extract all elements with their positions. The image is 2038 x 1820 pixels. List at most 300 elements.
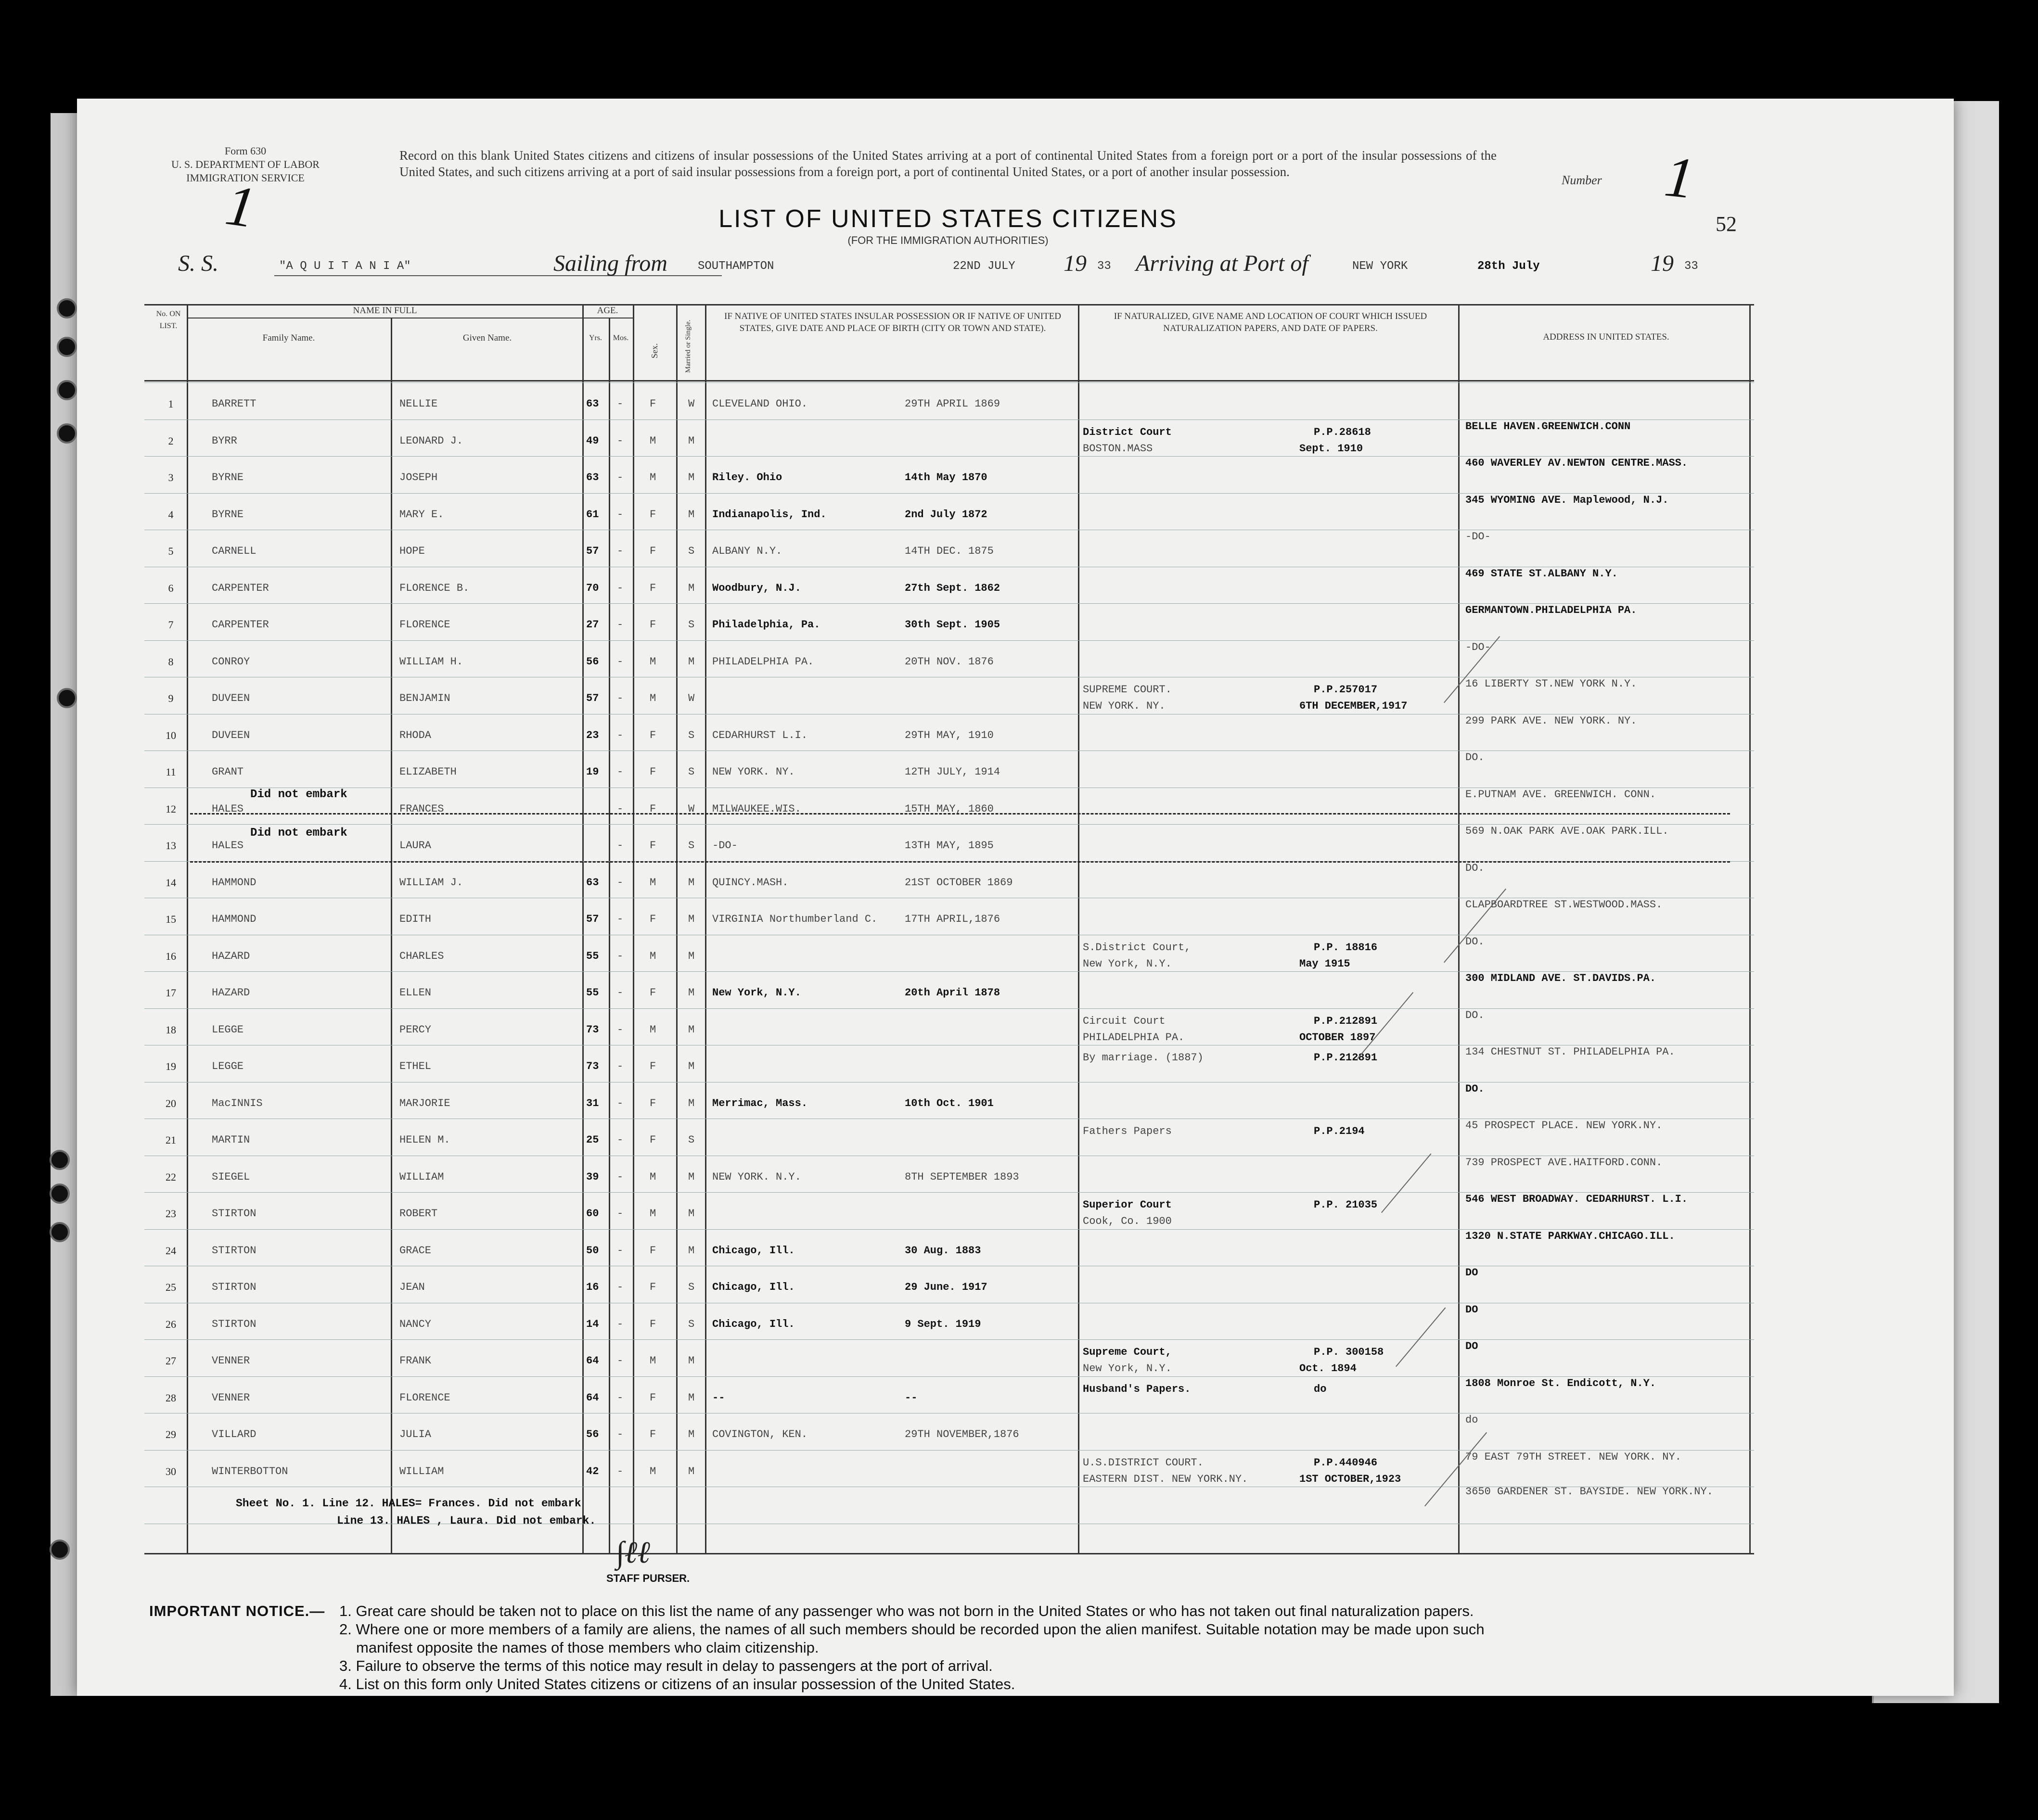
birthplace: New York, N.Y. bbox=[712, 987, 801, 999]
given-name: PERCY bbox=[399, 1023, 432, 1036]
birth-date: 30 Aug. 1883 bbox=[905, 1244, 981, 1257]
row-rule bbox=[144, 971, 1754, 972]
age-months: - bbox=[617, 1281, 624, 1293]
marital-status: M bbox=[688, 950, 695, 962]
sex: M bbox=[650, 876, 656, 889]
age-months: - bbox=[617, 1060, 624, 1072]
address: DO bbox=[1465, 1267, 1478, 1279]
birthplace: Philadelphia, Pa. bbox=[712, 619, 820, 631]
marital-status: M bbox=[688, 655, 695, 668]
family-name: DUVEEN bbox=[212, 729, 250, 741]
birth-date: 10th Oct. 1901 bbox=[905, 1097, 994, 1109]
age-months: - bbox=[617, 471, 624, 484]
paper-date: Oct. 1894 bbox=[1299, 1362, 1357, 1375]
address: BELLE HAVEN.GREENWICH.CONN bbox=[1465, 420, 1631, 433]
address: 469 STATE ST.ALBANY N.Y. bbox=[1465, 567, 1618, 580]
court-name: Supreme Court, bbox=[1083, 1346, 1172, 1358]
family-name: MARTIN bbox=[212, 1134, 250, 1146]
sex: F bbox=[650, 766, 656, 778]
marital-status: M bbox=[688, 434, 695, 447]
address: 569 N.OAK PARK AVE.OAK PARK.ILL. bbox=[1465, 825, 1669, 837]
row-rule bbox=[144, 1376, 1754, 1377]
row-number: 29 bbox=[166, 1428, 176, 1440]
marital-status: M bbox=[688, 1355, 695, 1367]
birth-date: 30th Sept. 1905 bbox=[905, 619, 1000, 631]
age-months: - bbox=[617, 950, 624, 962]
age-years: 61 bbox=[586, 508, 599, 521]
birthplace: -- bbox=[712, 1391, 725, 1404]
paper-number: P.P.212891 bbox=[1314, 1052, 1378, 1064]
family-name: HALES bbox=[212, 802, 244, 815]
from-port: SOUTHAMPTON bbox=[698, 260, 774, 273]
age-months: - bbox=[617, 766, 624, 778]
given-name: FLORENCE bbox=[399, 619, 450, 631]
address: -DO- bbox=[1465, 531, 1491, 543]
age-years: 57 bbox=[586, 692, 599, 704]
family-name: STIRTON bbox=[212, 1244, 256, 1257]
given-name: MARJORIE bbox=[399, 1097, 450, 1109]
age-years: 49 bbox=[586, 434, 599, 447]
family-name: STIRTON bbox=[212, 1208, 256, 1220]
sex: F bbox=[650, 1281, 656, 1293]
row-number: 1 bbox=[168, 398, 174, 410]
row-number: 6 bbox=[168, 582, 174, 594]
number-value: 1 bbox=[1662, 144, 1697, 211]
address: 16 LIBERTY ST.NEW YORK N.Y. bbox=[1465, 678, 1637, 690]
court-location: BOSTON.MASS bbox=[1083, 442, 1153, 455]
row-rule bbox=[144, 1450, 1754, 1451]
birth-date: 14TH DEC. 1875 bbox=[905, 545, 994, 557]
address: 134 CHESTNUT ST. PHILADELPHIA PA. bbox=[1465, 1046, 1675, 1058]
given-name: BENJAMIN bbox=[399, 692, 450, 704]
given-name: FRANK bbox=[399, 1355, 432, 1367]
row-number: 18 bbox=[166, 1023, 176, 1036]
given-name: NANCY bbox=[399, 1318, 432, 1330]
age-months: - bbox=[617, 619, 624, 631]
row-rule bbox=[144, 824, 1754, 825]
birthplace: Merrimac, Mass. bbox=[712, 1097, 808, 1109]
birth-date: 20th April 1878 bbox=[905, 987, 1000, 999]
row-rule bbox=[144, 1192, 1754, 1193]
address: DO. bbox=[1465, 862, 1485, 874]
family-name: CONROY bbox=[212, 655, 250, 668]
row-number: 4 bbox=[168, 508, 174, 521]
address: DO. bbox=[1465, 935, 1485, 948]
row-number: 23 bbox=[166, 1208, 176, 1220]
marital-status: M bbox=[688, 1208, 695, 1220]
sex: F bbox=[650, 913, 656, 925]
paper-date: 1ST OCTOBER,1923 bbox=[1299, 1473, 1401, 1485]
age-months: - bbox=[617, 508, 624, 521]
family-name: GRANT bbox=[212, 766, 244, 778]
given-name: ELLEN bbox=[399, 987, 432, 999]
marital-status: M bbox=[688, 1465, 695, 1477]
sail-year-prefix: 19 bbox=[1064, 251, 1087, 276]
birthplace: NEW YORK. NY. bbox=[712, 766, 795, 778]
address: 299 PARK AVE. NEW YORK. NY. bbox=[1465, 714, 1637, 727]
arrive-year: 33 bbox=[1684, 260, 1698, 273]
marital-status: M bbox=[688, 1171, 695, 1183]
marital-status: S bbox=[688, 1134, 695, 1146]
row-number: 9 bbox=[168, 692, 174, 704]
age-years: 56 bbox=[586, 655, 599, 668]
sailing-label: Sailing from bbox=[553, 251, 667, 276]
age-years: 55 bbox=[586, 950, 599, 962]
footnote-line-12: Sheet No. 1. Line 12. HALES= Frances. Did not embark bbox=[236, 1497, 581, 1510]
sex: F bbox=[650, 1060, 656, 1072]
court-name: Husband's Papers. bbox=[1083, 1383, 1191, 1395]
notice-heading: IMPORTANT NOTICE.— bbox=[149, 1603, 325, 1619]
family-name: HAMMOND bbox=[212, 876, 256, 889]
sex: F bbox=[650, 545, 656, 557]
age-months: - bbox=[617, 1355, 624, 1367]
row-number: 20 bbox=[166, 1097, 176, 1109]
sex: F bbox=[650, 398, 656, 410]
family-name: CARPENTER bbox=[212, 582, 269, 594]
paper-number: P.P.212891 bbox=[1314, 1015, 1378, 1027]
family-name: BYRNE bbox=[212, 471, 244, 484]
address: 460 WAVERLEY AV.NEWTON CENTRE.MASS. bbox=[1465, 457, 1688, 469]
marital-status: M bbox=[688, 1060, 695, 1072]
sail-date: 22ND JULY bbox=[953, 260, 1015, 273]
header-given-name: Given Name. bbox=[462, 333, 512, 343]
age-years: 39 bbox=[586, 1171, 599, 1183]
age-months: - bbox=[617, 987, 624, 999]
sex: F bbox=[650, 1318, 656, 1330]
notice-item-4: 4. List on this form only United States citizens or citizens of an insular possession of the United States. bbox=[339, 1676, 1015, 1693]
given-name: JOSEPH bbox=[399, 471, 438, 484]
court-name: Circuit Court bbox=[1083, 1015, 1166, 1027]
row-rule bbox=[144, 1008, 1754, 1009]
header-no: No. ON LIST. bbox=[156, 310, 181, 330]
birth-date: 14th May 1870 bbox=[905, 471, 987, 484]
age-months: - bbox=[617, 582, 624, 594]
address: 45 PROSPECT PLACE. NEW YORK.NY. bbox=[1465, 1120, 1663, 1132]
family-name: BYRR bbox=[212, 434, 237, 447]
sex: F bbox=[650, 582, 656, 594]
purser-signature: ∫ℓℓ bbox=[616, 1535, 650, 1569]
age-years: 55 bbox=[586, 987, 599, 999]
given-name: WILLIAM bbox=[399, 1171, 444, 1183]
address: 1808 Monroe St. Endicott, N.Y. bbox=[1465, 1377, 1656, 1389]
did-not-embark-12: Did not embark bbox=[250, 788, 347, 801]
row-number: 14 bbox=[166, 876, 176, 889]
age-years: 25 bbox=[586, 1134, 599, 1146]
birthplace: Riley. Ohio bbox=[712, 471, 782, 484]
row-number: 15 bbox=[166, 913, 176, 925]
page-subtitle: (FOR THE IMMIGRATION AUTHORITIES) bbox=[847, 234, 1049, 246]
paper-number: P.P. 300158 bbox=[1314, 1346, 1384, 1358]
handwritten-list-number: 1 bbox=[222, 172, 260, 240]
court-location: PHILADELPHIA PA. bbox=[1083, 1031, 1185, 1044]
court-location: NEW YORK. NY. bbox=[1083, 700, 1166, 712]
last-address: 3650 GARDENER ST. BAYSIDE. NEW YORK.NY. bbox=[1465, 1486, 1713, 1498]
row-number: 12 bbox=[166, 802, 176, 815]
address: GERMANTOWN.PHILADELPHIA PA. bbox=[1465, 604, 1637, 616]
marital-status: W bbox=[688, 692, 695, 704]
header-sex: Sex. bbox=[650, 343, 659, 358]
age-years: 31 bbox=[586, 1097, 599, 1109]
court-location: EASTERN DIST. NEW YORK.NY. bbox=[1083, 1473, 1248, 1485]
given-name: JULIA bbox=[399, 1428, 432, 1440]
header-name-in-full: NAME IN FULL bbox=[353, 305, 417, 316]
family-name: STIRTON bbox=[212, 1318, 256, 1330]
age-months: - bbox=[617, 1134, 624, 1146]
header-birth: IF NATIVE OF UNITED STATES INSULAR POSSESSION OR IF NATIVE OF UNITED STATES, GIVE DATE AND PLACE OF BIRTH (CITY OR TOWN AND STATE). bbox=[724, 311, 1061, 333]
row-number: 21 bbox=[166, 1134, 176, 1146]
header-yrs: Yrs. bbox=[589, 334, 602, 342]
given-name: MARY E. bbox=[399, 508, 444, 521]
given-name: CHARLES bbox=[399, 950, 444, 962]
row-number: 30 bbox=[166, 1465, 176, 1477]
birthplace: Chicago, Ill. bbox=[712, 1244, 795, 1257]
row-rule bbox=[144, 382, 1754, 383]
row-number: 13 bbox=[166, 840, 176, 852]
family-name: VENNER bbox=[212, 1355, 250, 1367]
voyage-line bbox=[178, 250, 1718, 284]
notice-item-3: 3. Failure to observe the terms of this notice may result in delay to passengers at the port of arrival. bbox=[339, 1657, 993, 1674]
sex: M bbox=[650, 1465, 656, 1477]
ss-label: S. S. bbox=[178, 251, 218, 276]
sex: F bbox=[650, 1134, 656, 1146]
notice-item-2: 2. Where one or more members of a family are aliens, the names of all such members should be recorded upon the alien manifest. Suitable notation may be made upon such bbox=[339, 1621, 1485, 1638]
family-name: BARRETT bbox=[212, 398, 256, 410]
ship-name: "A Q U I T A N I A" bbox=[279, 260, 411, 273]
age-years: 16 bbox=[586, 1281, 599, 1293]
staff-purser-label: STAFF PURSER. bbox=[606, 1572, 690, 1584]
marital-status: W bbox=[688, 802, 695, 815]
header-naturalized: IF NATURALIZED, GIVE NAME AND LOCATION OF COURT WHICH ISSUED NATURALIZATION PAPERS, AND DATE OF PAPERS. bbox=[1114, 311, 1427, 333]
birth-date: 20TH NOV. 1876 bbox=[905, 655, 994, 668]
age-months: - bbox=[617, 729, 624, 741]
age-months: - bbox=[617, 1023, 624, 1036]
page-number: 52 bbox=[1716, 212, 1737, 236]
birthplace: QUINCY.MASH. bbox=[712, 876, 789, 889]
binder-hole bbox=[57, 380, 77, 400]
sex: F bbox=[650, 1244, 656, 1257]
row-number: 28 bbox=[166, 1391, 176, 1404]
row-number: 5 bbox=[168, 545, 174, 557]
arrive-year-prefix: 19 bbox=[1651, 251, 1674, 276]
address: 345 WYOMING AVE. Maplewood, N.J. bbox=[1465, 494, 1669, 506]
family-name: DUVEEN bbox=[212, 692, 250, 704]
age-months: - bbox=[617, 1171, 624, 1183]
marital-status: M bbox=[688, 913, 695, 925]
court-location: New York, N.Y. bbox=[1083, 1362, 1172, 1375]
age-months: - bbox=[617, 913, 624, 925]
birth-date: 29 June. 1917 bbox=[905, 1281, 987, 1293]
age-months: - bbox=[617, 876, 624, 889]
age-months: - bbox=[617, 692, 624, 704]
sex: M bbox=[650, 434, 656, 447]
row-number: 26 bbox=[166, 1318, 176, 1330]
row-rule bbox=[144, 603, 1754, 604]
row-rule bbox=[144, 640, 1754, 641]
address: DO bbox=[1465, 1340, 1478, 1352]
binder-hole bbox=[57, 423, 77, 444]
given-name: FRANCES bbox=[399, 802, 444, 815]
court-name: SUPREME COURT. bbox=[1083, 684, 1172, 696]
binder-hole bbox=[50, 1222, 70, 1242]
age-years: 60 bbox=[586, 1208, 599, 1220]
age-months: - bbox=[617, 1391, 624, 1404]
court-name: Superior Court bbox=[1083, 1199, 1172, 1211]
family-name: HALES bbox=[212, 840, 244, 852]
age-months: - bbox=[617, 434, 624, 447]
age-months: - bbox=[617, 1097, 624, 1109]
birth-date: 21ST OCTOBER 1869 bbox=[905, 876, 1013, 889]
address: do bbox=[1465, 1414, 1478, 1426]
family-name: HAZARD bbox=[212, 950, 250, 962]
row-number: 16 bbox=[166, 950, 176, 962]
form-number: Form 630 bbox=[224, 145, 267, 157]
family-name: VENNER bbox=[212, 1391, 250, 1404]
marital-status: W bbox=[688, 398, 695, 410]
birthplace: Chicago, Ill. bbox=[712, 1318, 795, 1330]
row-number: 7 bbox=[168, 619, 174, 631]
row-number: 25 bbox=[166, 1281, 176, 1293]
row-rule bbox=[144, 1229, 1754, 1230]
birthplace: CEDARHURST L.I. bbox=[712, 729, 808, 741]
given-name: LEONARD J. bbox=[399, 434, 463, 447]
header-mos: Mos. bbox=[613, 334, 629, 342]
age-months: - bbox=[617, 1428, 624, 1440]
binder-hole bbox=[50, 1184, 70, 1204]
given-name: NELLIE bbox=[399, 398, 438, 410]
birth-date: 27th Sept. 1862 bbox=[905, 582, 1000, 594]
birthplace: Woodbury, N.J. bbox=[712, 582, 801, 594]
address: 546 WEST BROADWAY. CEDARHURST. L.I. bbox=[1465, 1193, 1688, 1205]
age-months: - bbox=[617, 398, 624, 410]
sex: F bbox=[650, 1391, 656, 1404]
birthplace: COVINGTON, KEN. bbox=[712, 1428, 808, 1440]
age-years: 64 bbox=[586, 1391, 599, 1404]
birth-date: -- bbox=[905, 1391, 918, 1404]
address: -DO- bbox=[1465, 641, 1491, 653]
birth-date: 15TH MAY, 1860 bbox=[905, 802, 994, 815]
age-months: - bbox=[617, 1318, 624, 1330]
page-title: LIST OF UNITED STATES CITIZENS bbox=[718, 205, 1178, 233]
address: DO. bbox=[1465, 1082, 1485, 1095]
sex: F bbox=[650, 729, 656, 741]
row-number: 17 bbox=[166, 987, 176, 999]
age-years: 50 bbox=[586, 1244, 599, 1257]
birthplace: VIRGINIA Northumberland C. bbox=[712, 913, 878, 925]
age-years: 56 bbox=[586, 1428, 599, 1440]
given-name: JEAN bbox=[399, 1281, 425, 1293]
marital-status: S bbox=[688, 1318, 695, 1330]
family-name: LEGGE bbox=[212, 1060, 244, 1072]
age-years: 19 bbox=[586, 766, 599, 778]
birthplace: Indianapolis, Ind. bbox=[712, 508, 827, 521]
given-name: FLORENCE bbox=[399, 1391, 450, 1404]
court-name: U.S.DISTRICT COURT. bbox=[1083, 1456, 1204, 1469]
header-address: ADDRESS IN UNITED STATES. bbox=[1543, 332, 1669, 342]
age-months: - bbox=[617, 1465, 624, 1477]
paper-number: do bbox=[1314, 1383, 1327, 1395]
birth-date: 2nd July 1872 bbox=[905, 508, 987, 521]
marital-status: M bbox=[688, 582, 695, 594]
court-location: Cook, Co. 1900 bbox=[1083, 1215, 1172, 1227]
family-name: WINTERBOTTON bbox=[212, 1465, 288, 1477]
family-name: VILLARD bbox=[212, 1428, 256, 1440]
sex: M bbox=[650, 692, 656, 704]
sex: M bbox=[650, 1208, 656, 1220]
age-years: 27 bbox=[586, 619, 599, 631]
marital-status: M bbox=[688, 1244, 695, 1257]
paper-date: OCTOBER 1897 bbox=[1299, 1031, 1376, 1044]
binder-hole bbox=[57, 688, 77, 708]
binder-hole bbox=[57, 337, 77, 357]
age-years: 64 bbox=[586, 1355, 599, 1367]
row-number: 27 bbox=[166, 1355, 176, 1367]
binder-hole bbox=[50, 1540, 70, 1560]
sex: F bbox=[650, 802, 656, 815]
binder-hole bbox=[50, 1150, 70, 1170]
paper-number: P.P.28618 bbox=[1314, 426, 1371, 438]
birthplace: CLEVELAND OHIO. bbox=[712, 398, 808, 410]
given-name: GRACE bbox=[399, 1244, 432, 1257]
birth-date: 29TH MAY, 1910 bbox=[905, 729, 994, 741]
given-name: RHODA bbox=[399, 729, 432, 741]
given-name: ETHEL bbox=[399, 1060, 432, 1072]
marital-status: S bbox=[688, 840, 695, 852]
family-name: CARPENTER bbox=[212, 619, 269, 631]
marital-status: M bbox=[688, 1391, 695, 1404]
row-number: 10 bbox=[166, 729, 176, 741]
address: DO bbox=[1465, 1303, 1478, 1316]
address: 739 PROSPECT AVE.HAITFORD.CONN. bbox=[1465, 1156, 1663, 1169]
binder-hole bbox=[57, 298, 77, 318]
given-name: HOPE bbox=[399, 545, 425, 557]
sex: F bbox=[650, 987, 656, 999]
row-number: 22 bbox=[166, 1171, 176, 1183]
sex: F bbox=[650, 1097, 656, 1109]
age-months: - bbox=[617, 655, 624, 668]
given-name: WILLIAM bbox=[399, 1465, 444, 1477]
address: 300 MIDLAND AVE. ST.DAVIDS.PA. bbox=[1465, 972, 1656, 984]
did-not-embark-13: Did not embark bbox=[250, 827, 347, 840]
paper-number: P.P.2194 bbox=[1314, 1125, 1365, 1137]
paper-date: 6TH DECEMBER,1917 bbox=[1299, 700, 1408, 712]
address: DO. bbox=[1465, 751, 1485, 764]
header-family-name: Family Name. bbox=[262, 333, 315, 343]
marital-status: S bbox=[688, 545, 695, 557]
service: IMMIGRATION SERVICE bbox=[186, 172, 305, 184]
family-name: HAMMOND bbox=[212, 913, 256, 925]
row-rule bbox=[144, 1339, 1754, 1340]
sex: M bbox=[650, 1171, 656, 1183]
given-name: FLORENCE B. bbox=[399, 582, 470, 594]
birthplace: NEW YORK. N.Y. bbox=[712, 1171, 801, 1183]
marital-status: M bbox=[688, 508, 695, 521]
marital-status: M bbox=[688, 876, 695, 889]
sex: F bbox=[650, 840, 656, 852]
address: 79 EAST 79TH STREET. NEW YORK. NY. bbox=[1465, 1451, 1681, 1463]
marital-status: S bbox=[688, 729, 695, 741]
address: 1320 N.STATE PARKWAY.CHICAGO.ILL. bbox=[1465, 1230, 1675, 1242]
given-name: HELEN M. bbox=[399, 1134, 450, 1146]
sex: M bbox=[650, 471, 656, 484]
sex: M bbox=[650, 1023, 656, 1036]
number-label: Number bbox=[1562, 173, 1602, 187]
age-months: - bbox=[617, 1208, 624, 1220]
age-years: 57 bbox=[586, 545, 599, 557]
family-name: MacINNIS bbox=[212, 1097, 263, 1109]
court-name: District Court bbox=[1083, 426, 1172, 438]
sex: M bbox=[650, 950, 656, 962]
birth-date: 17TH APRIL,1876 bbox=[905, 913, 1000, 925]
